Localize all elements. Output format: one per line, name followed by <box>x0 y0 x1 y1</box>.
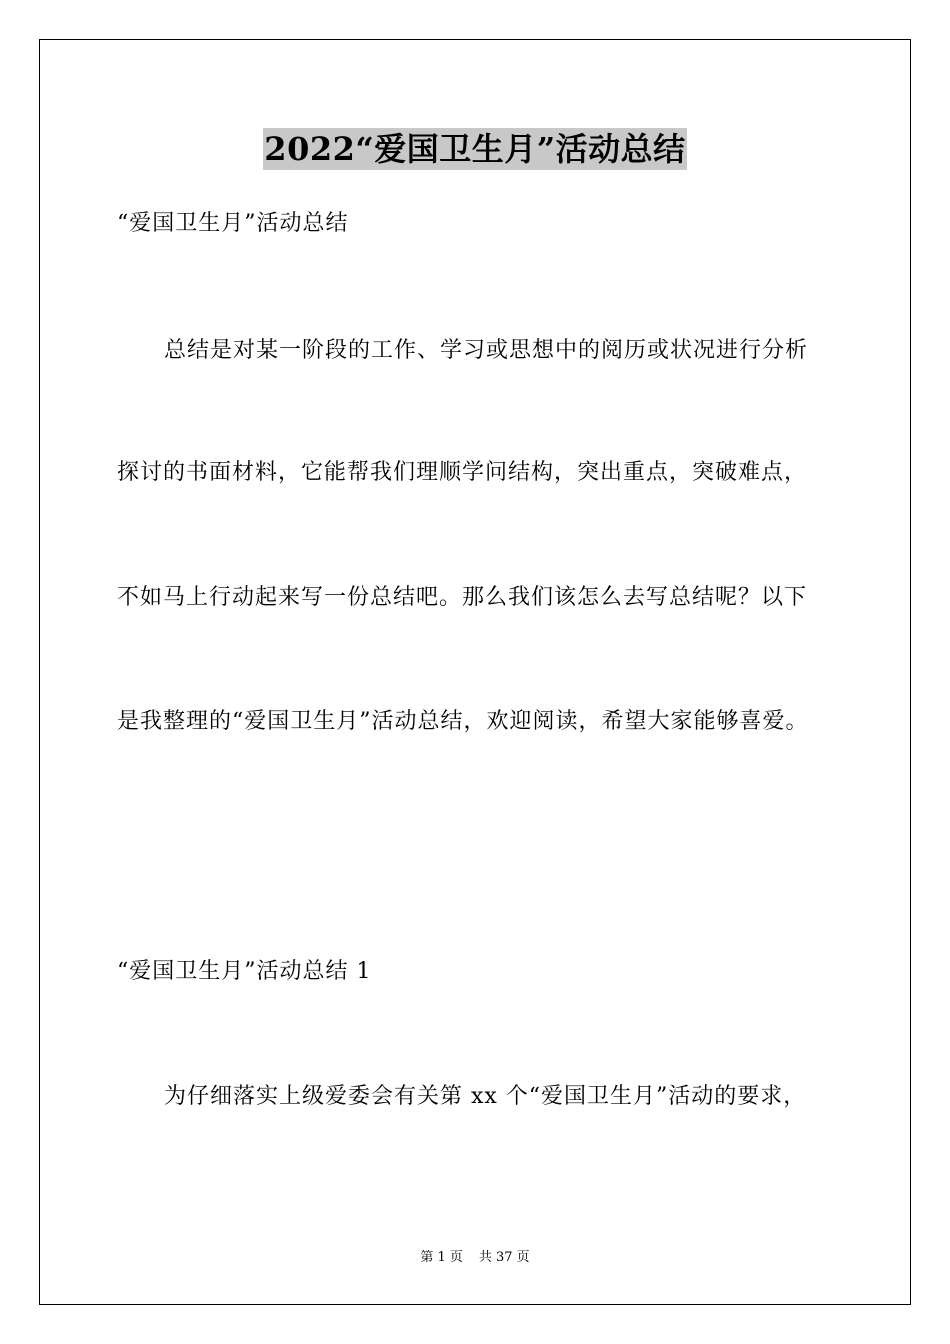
title-container <box>0 128 950 170</box>
section-first-line: 为仔细落实上级爱委会有关第 xx 个“爱国卫生月”活动的要求， <box>164 1084 807 1109</box>
page-number: 第 1 页 <box>420 1250 463 1265</box>
intro-line-4: 是我整理的“爱国卫生月”活动总结，欢迎阅读，希望大家能够喜爱。 <box>117 709 809 734</box>
document-title: 2022“爱国卫生月”活动总结 <box>264 130 686 168</box>
intro-line-3: 不如马上行动起来写一份总结吧。那么我们该怎么去写总结呢？以下 <box>117 585 808 610</box>
intro-line-2: 探讨的书面材料，它能帮我们理顺学问结构，突出重点，突破难点， <box>117 460 808 485</box>
intro-line-1: 总结是对某一阶段的工作、学习或思想中的阅历或状况进行分析 <box>164 338 809 363</box>
document-subtitle: “爱国卫生月”活动总结 <box>117 211 349 236</box>
section-heading: “爱国卫生月”活动总结 1 <box>117 959 372 984</box>
page-footer <box>0 1249 950 1267</box>
page-total: 共 37 页 <box>478 1250 530 1265</box>
